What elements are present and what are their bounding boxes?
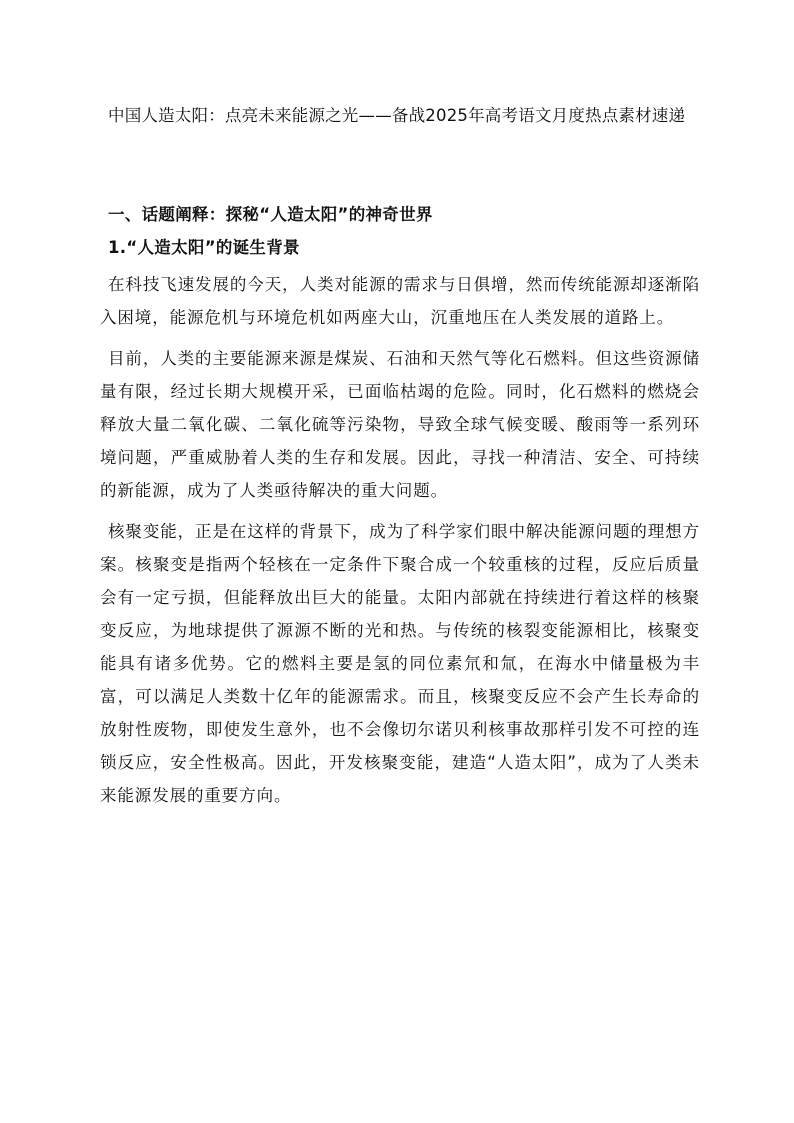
- document-title: 中国人造太阳：点亮未来能源之光——备战2025年高考语文月度热点素材速递: [108, 106, 686, 125]
- sub-heading: 1.“人造太阳”的诞生背景: [108, 238, 300, 257]
- title-spacer: [108, 132, 692, 198]
- paragraph-2: 目前，人类的主要能源来源是煤炭、石油和天然气等化石燃料。但这些资源储量有限，经过长期大规模开采，已面临枯竭的危险。同时，化石燃料的燃烧会释放大量二氧化碳、二氧化硫等污染物，导致全球气候变暖、酸雨等一系列环境问题，严重威胁着人类的生存和发展。因此，寻找一种清洁、安全、可持续的新能源，成为了人类亟待解决的重大问题。: [100, 349, 700, 500]
- paragraph-3: 核聚变能，正是在这样的背景下，成为了科学家们眼中解决能源问题的理想方案。核聚变是指两个轻核在一定条件下聚合成一个较重核的过程，反应后质量会有一定亏损，但能释放出巨大的能量。太阳内部就在持续进行着这样的核聚变反应，为地球提供了源源不断的光和热。与传统的核裂变能源相比，核聚变能具有诸多优势。它的燃料主要是氢的同位素氘和氚，在海水中储量极为丰富，可以满足人类数十亿年的能源需求。而且，核聚变反应不会产生长寿命的放射性废物，即使发生意外，也不会像切尔诺贝利核事故那样引发不可控的连锁反应，安全性极高。因此，开发核聚变能，建造“人造太阳”，成为了人类未来能源发展的重要方向。: [100, 522, 700, 805]
- paragraph-1: 在科技飞速发展的今天，人类对能源的需求与日俱增，然而传统能源却逐渐陷入困境，能源危机与环境危机如两座大山，沉重地压在人类发展的道路上。: [100, 275, 700, 327]
- section-heading: 一、话题阐释：探秘“人造太阳”的神奇世界: [108, 205, 433, 224]
- document-body: [100, 99, 700, 820]
